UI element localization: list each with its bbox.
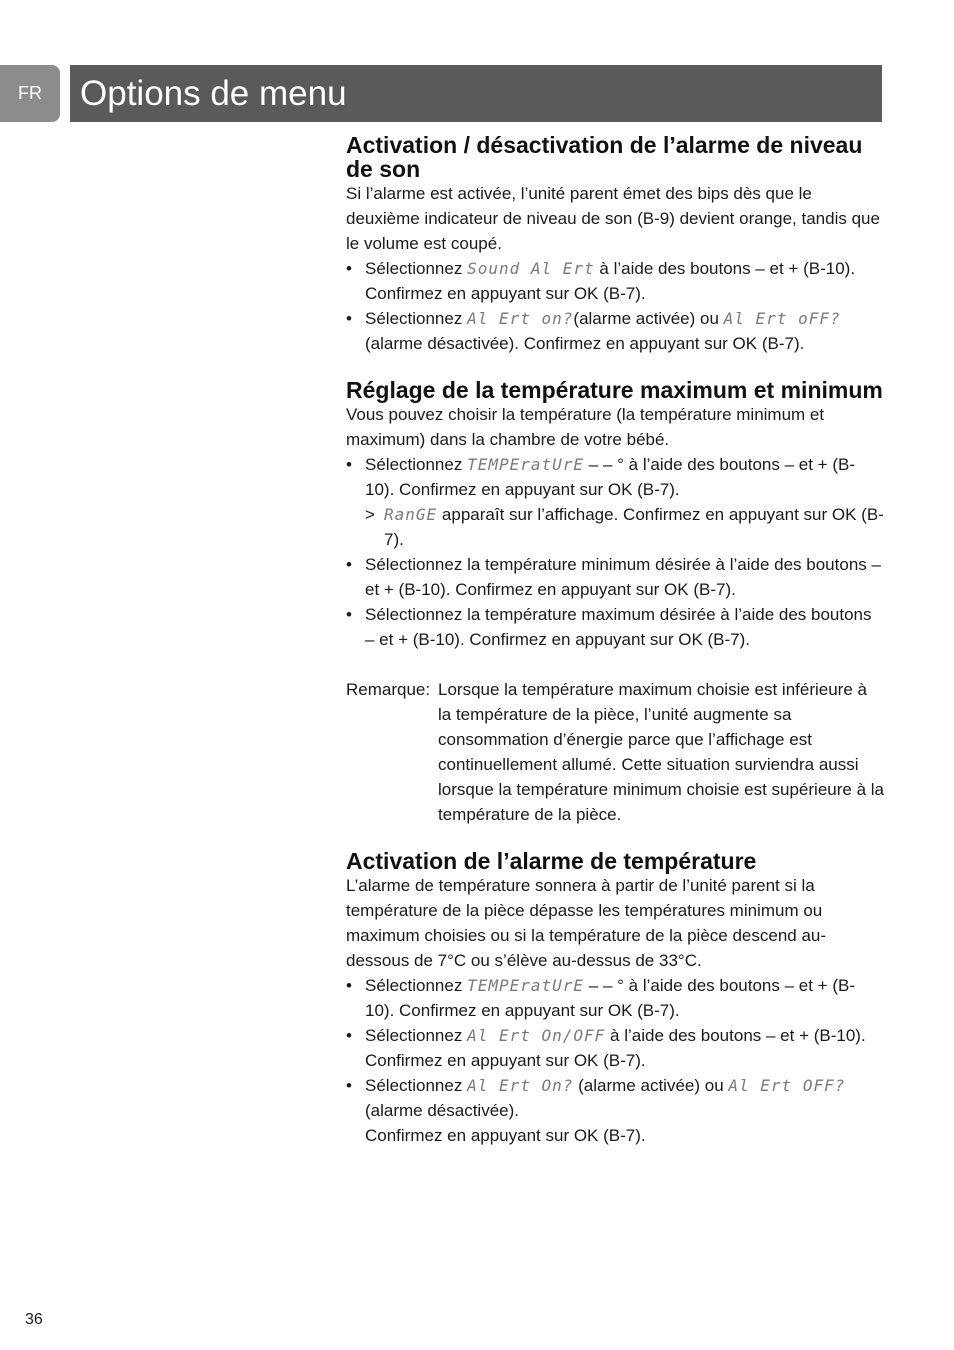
text: – – ° à l’aide des boutons – et + (B-10). Confirmez en appuyant sur OK (B-7). [365, 976, 855, 1020]
instruction-list [346, 452, 884, 652]
text: (alarme activée) ou [573, 309, 719, 328]
list-item [346, 1073, 884, 1148]
section-intro: L’alarme de température sonnera à partir de l’unité parent si la température de la pièce dépasse les températures minimum ou maximum choisies ou si la température de la pièce descend au-dessous de 7°C ou s’élève au-dessus de 33°C. [346, 876, 827, 970]
text: (alarme activée) ou [578, 1076, 724, 1095]
arrow-symbol: > [365, 505, 375, 524]
page-number: 36 [25, 1311, 43, 1328]
list-item [346, 973, 884, 1023]
text: Sélectionnez [365, 976, 463, 995]
text: apparaît sur l’affichage. Confirmez en appuyant sur OK (B-7). [384, 505, 884, 549]
note-text: Lorsque la température maximum choisie est inférieure à la température de la pièce, l’unité augmente sa consommation d’énergie parce que l’affichage est continuellement allumé. Cette situation surviendra aussi lorsque la température minimum choisie est supérieure à la température de la pièce. [438, 680, 884, 824]
lcd-text: TEMPEratUrE [467, 976, 585, 995]
text: Sélectionnez [365, 455, 463, 474]
section-sound-alarm [346, 133, 884, 356]
text: (alarme désactivée). [365, 1101, 520, 1120]
lcd-text: Sound Al Ert [467, 259, 595, 278]
text: Sélectionnez [365, 259, 463, 278]
instruction-list [346, 973, 884, 1148]
lcd-text: RanGE [384, 505, 438, 524]
section-intro: Si l’alarme est activée, l’unité parent émet des bips dès que le deuxième indicateur de niveau de son (B-9) devient orange, tandis que le volume est coupé. [346, 184, 880, 253]
language-tab: FR [0, 65, 60, 122]
list-item [346, 256, 884, 306]
lcd-text: Al Ert On/OFF [467, 1026, 606, 1045]
section-heading: Activation / désactivation de l’alarme de niveau de son [346, 132, 863, 182]
note [346, 677, 884, 827]
result-line [365, 502, 884, 552]
section-temperature-alarm [346, 849, 884, 1148]
list-item: • Sélectionnez la température minimum désirée à l’aide des boutons – et + (B-10). Confirmez en appuyant sur OK (B-7). [346, 552, 884, 602]
note-label: Remarque: [346, 680, 431, 699]
lcd-text: TEMPEratUrE [467, 455, 585, 474]
lcd-text: Al Ert OFF? [728, 1076, 846, 1095]
section-heading: Activation de l’alarme de température [346, 848, 757, 874]
text: – – ° à l’aide des boutons – et + (B-10). Confirmez en appuyant sur OK (B-7). [365, 455, 855, 499]
list-item: • Sélectionnez la température maximum désirée à l’aide des boutons – et + (B-10). Confirmez en appuyant sur OK (B-7). [346, 602, 884, 652]
text: à l’aide des boutons – et + (B-10). Confirmez en appuyant sur OK (B-7). [365, 259, 856, 303]
text: Sélectionnez [365, 1076, 463, 1095]
instruction-list [346, 256, 884, 356]
list-item [346, 452, 884, 552]
lcd-text: Al Ert On? [467, 1076, 574, 1095]
list-item [346, 306, 884, 356]
text: Sélectionnez [365, 309, 463, 328]
text: Confirmez en appuyant sur OK (B-7). [365, 1126, 646, 1145]
text: (alarme désactivée). Confirmez en appuyant sur OK (B-7). [365, 334, 805, 353]
section-heading: Réglage de la température maximum et minimum [346, 377, 883, 403]
title-bar [70, 65, 882, 122]
main-content [346, 130, 884, 1170]
section-temperature-range [346, 378, 884, 827]
page-title: Options de menu [80, 74, 347, 113]
section-intro: Vous pouvez choisir la température (la température minimum et maximum) dans la chambre de votre bébé. [346, 405, 825, 449]
lcd-text: Al Ert on? [467, 309, 574, 328]
list-item [346, 1023, 884, 1073]
text: Sélectionnez [365, 1026, 463, 1045]
text: à l’aide des boutons – et + (B-10). Confirmez en appuyant sur OK (B-7). [365, 1026, 866, 1070]
lcd-text: Al Ert oFF? [723, 309, 841, 328]
